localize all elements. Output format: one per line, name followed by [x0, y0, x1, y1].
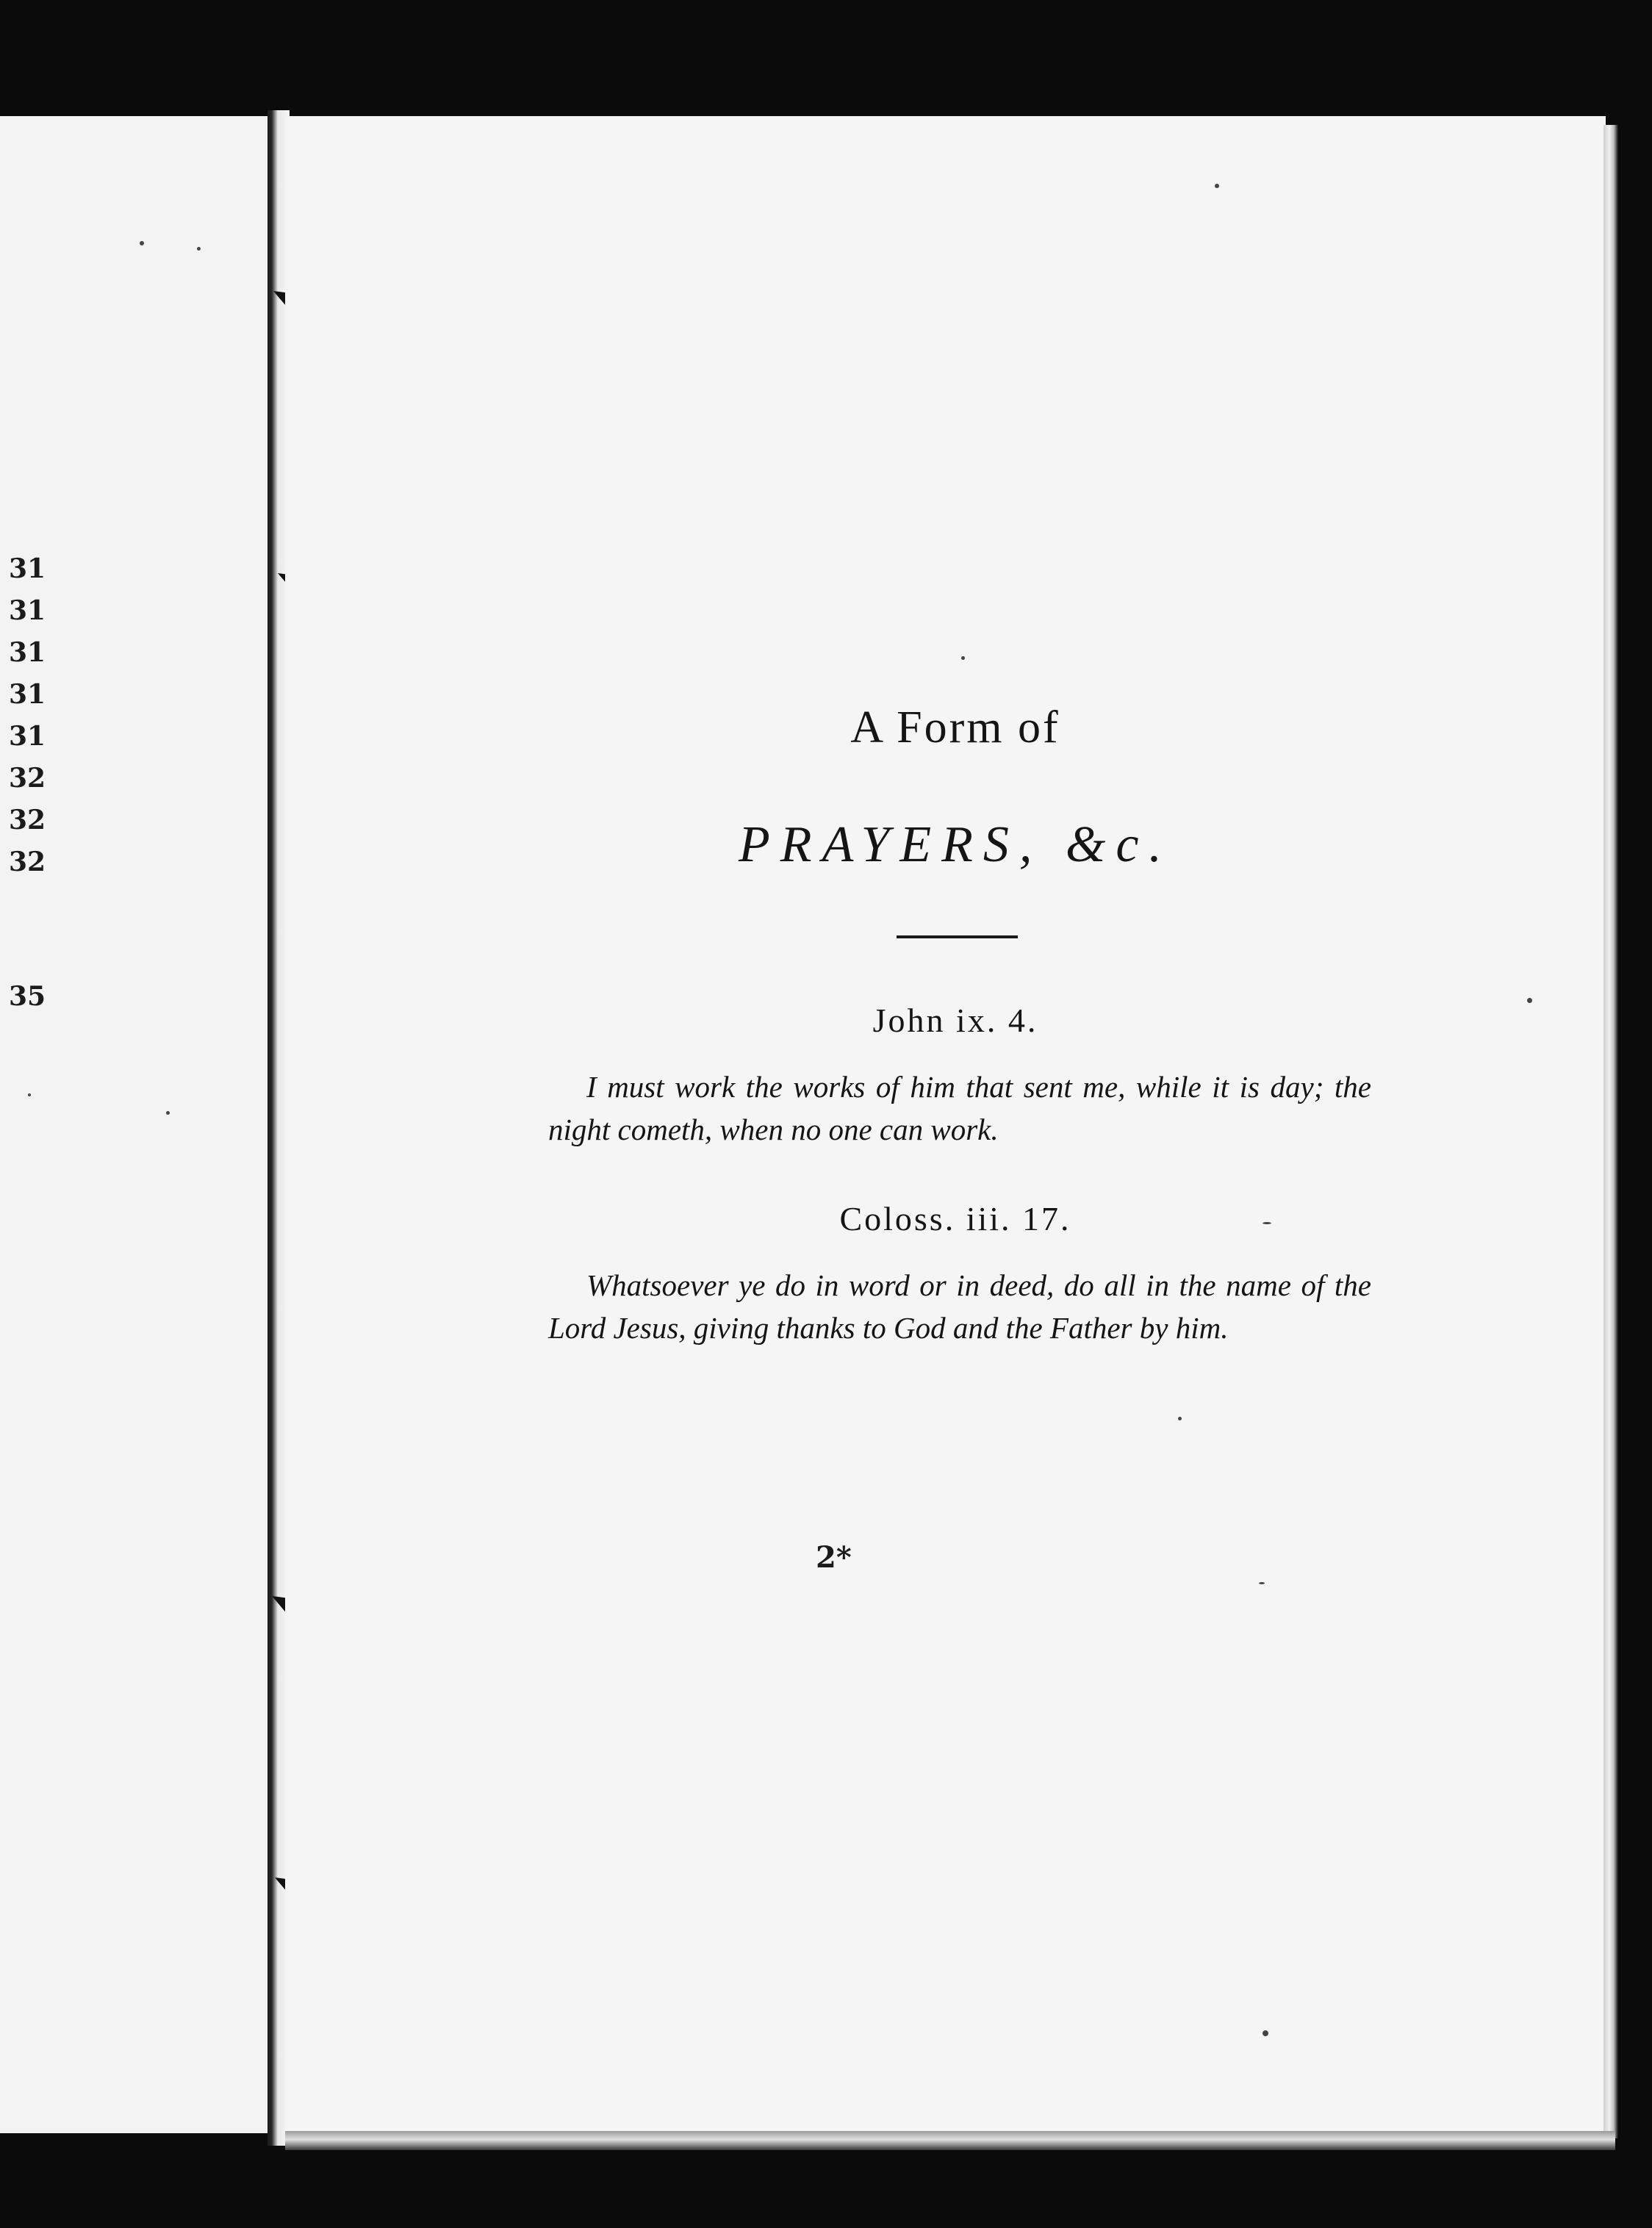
page-edge-bottom	[285, 2131, 1615, 2150]
left-page-number: 32	[9, 763, 46, 794]
left-page-number: 31	[9, 721, 46, 752]
title-line-2: PRAYERS, &c.	[739, 816, 1172, 873]
paper-speck	[197, 247, 201, 251]
scripture-reference: John ix. 4.	[872, 1002, 1038, 1039]
paper-speck	[1259, 1582, 1265, 1584]
paper-speck	[961, 656, 965, 660]
paper-speck	[166, 1111, 170, 1115]
scripture-verse: Whatsoever ye do in word or in deed, do all in the name of the Lord Jesus, giving thanks to God and the Father by him.	[548, 1268, 1371, 1345]
left-page-number: 32	[9, 805, 46, 836]
paper-speck	[1263, 2030, 1268, 2036]
title-line-1: A Form of	[850, 702, 1060, 752]
signature-mark: 2*	[816, 1540, 852, 1575]
left-page-number: 35	[9, 981, 46, 1012]
page-edge-right	[1603, 125, 1618, 2138]
left-page-number: 32	[9, 847, 46, 877]
paper-speck	[140, 241, 144, 245]
left-page-number: 31	[9, 637, 46, 668]
left-page-number: 31	[9, 553, 46, 584]
left-page	[0, 116, 272, 2133]
paper-speck	[1527, 998, 1532, 1003]
paper-speck	[1178, 1417, 1182, 1420]
left-page-number: 31	[9, 595, 46, 626]
scripture-reference: Coloss. iii. 17.	[839, 1200, 1071, 1237]
left-page-number: 31	[9, 679, 46, 710]
scripture-verse: I must work the works of him that sent me, while it is day; the night cometh, when no one can work.	[548, 1070, 1371, 1146]
paper-speck	[1215, 184, 1219, 188]
paper-speck	[28, 1093, 31, 1096]
title-rule	[897, 935, 1018, 938]
